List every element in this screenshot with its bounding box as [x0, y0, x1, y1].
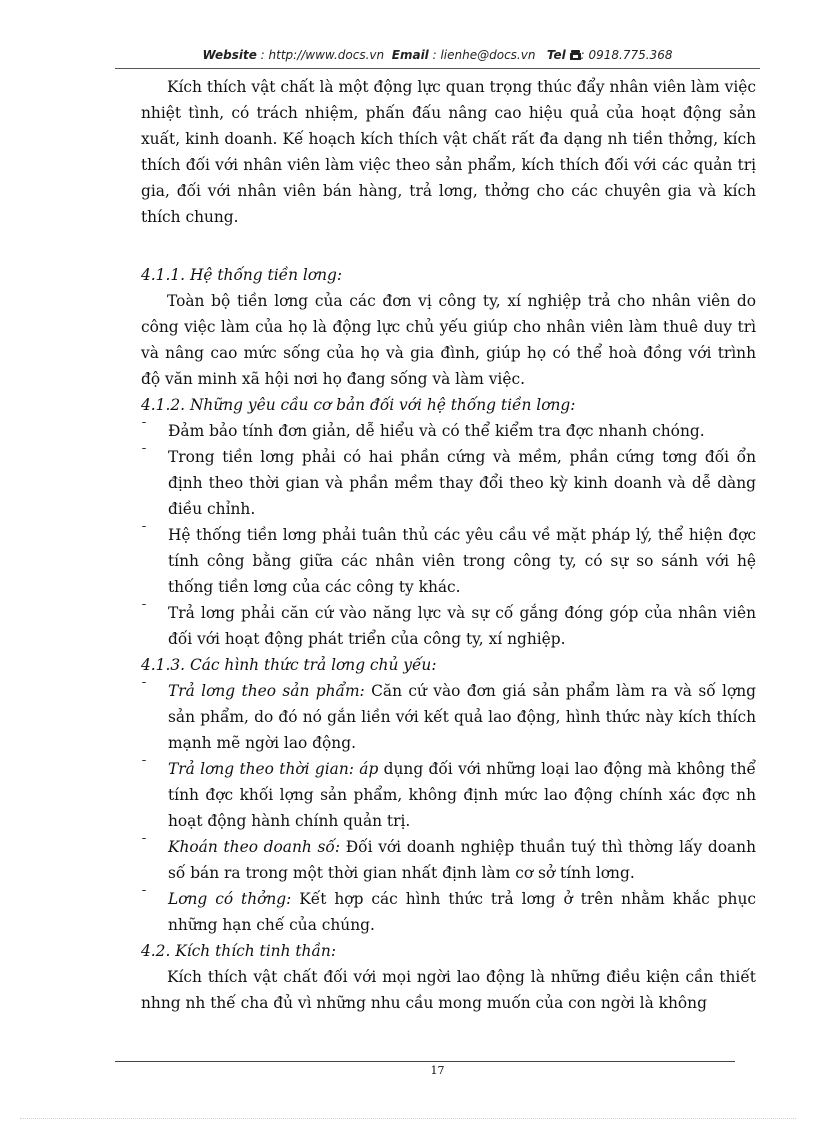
list-item [141, 444, 756, 522]
list-item [141, 418, 756, 444]
list-item-text: Căn cứ vào đơn giá sản phẩm làm ra và số lợng sản phẩm, do đó nó gắn liền với kết quả lao động, hình thức này kích thích mạnh mẽ ngời lao động. [168, 682, 756, 752]
intro-paragraph: Kích thích vật chất là một động lực quan trọng thúc đẩy nhân viên làm việc nhiệt tình, có trách nhiệm, phấn đấu nâng cao hiệu quả của hoạt động sản xuất, kinh doanh. Kế hoạch kích thích vật chất rất đa dạng nh tiền thởng, kích thích đối với nhân viên làm việc theo sản phẩm, kích thích đối với các quản trị gia, đối với nhân viên bán hàng, trả lơng, thởng cho các chuyên gia và kích thích chung. [141, 78, 756, 226]
email-label: Email [391, 48, 429, 62]
dash-bullet-icon: ˉ [141, 888, 147, 902]
dash-bullet-icon: ˉ [141, 758, 147, 772]
list-item-text: Hệ thống tiền lơng phải tuân thủ các yêu cầu về mặt pháp lý, thể hiện đợc tính công bằng giữa các nhân viên trong công ty, có sự so sánh với hệ thống tiền lơng của các công ty khác. [168, 526, 756, 596]
phone-icon [570, 48, 581, 62]
requirements-list [141, 418, 756, 652]
page-header [115, 48, 760, 62]
document-body [141, 74, 756, 1016]
dash-bullet-icon: ˉ [141, 836, 147, 850]
list-item [141, 886, 756, 938]
list-item-text: Trả lơng phải căn cứ vào năng lực và sự cố gắng đóng góp của nhân viên đối với hoạt động phát triển của công ty, xí nghiệp. [168, 604, 756, 648]
list-item-term: Lơng có thởng: [168, 890, 292, 908]
list-item-term: Trả lơng theo sản phẩm: [168, 682, 365, 700]
section-4-1-2-heading: 4.1.2. Những yêu cầu cơ bản đối với hệ thống tiền lơng: [141, 396, 576, 414]
header-divider [115, 68, 760, 69]
list-item-term: Trả lơng theo thời gian: áp [168, 760, 379, 778]
pay-forms-list [141, 678, 756, 938]
list-item [141, 678, 756, 756]
list-item-text: dụng đối với những loại lao động mà không thể tính đợc khối lợng sản phẩm, không định mức lao động chính xác đợc nh hoạt động hành chính quản trị. [168, 760, 756, 830]
section-4-2-paragraph: Kích thích vật chất đối với mọi ngời lao động là những điều kiện cần thiết nhng nh thế cha đủ vì những nhu cầu mong muốn của con ngời là không [141, 968, 756, 1012]
dash-bullet-icon: ˉ [141, 680, 147, 694]
page-number: 17 [430, 1064, 445, 1077]
section-4-1-1-paragraph: Toàn bộ tiền lơng của các đơn vị công ty, xí nghiệp trả cho nhân viên do công việc làm của họ là động lực chủ yếu giúp cho nhân viên làm thuê duy trì và nâng cao mức sống của họ và gia đình, giúp họ có thể hoà đồng với trình độ văn minh xã hội nơi họ đang sống và làm việc. [141, 292, 756, 388]
website-label: Website [202, 48, 257, 62]
list-item [141, 600, 756, 652]
section-4-1-1-heading: 4.1.1. Hệ thống tiền lơng: [141, 266, 343, 284]
section-4-2-heading: 4.2. Kích thích tinh thần: [141, 942, 336, 960]
list-item-text: Đảm bảo tính đơn giản, dễ hiểu và có thể kiểm tra đợc nhanh chóng. [168, 422, 705, 440]
tel-label: Tel [546, 48, 566, 62]
list-item [141, 756, 756, 834]
email-value: : lienhe@docs.vn [428, 48, 536, 62]
dash-bullet-icon: ˉ [141, 602, 147, 616]
website-value: : http://www.docs.vn [256, 48, 385, 62]
list-item-term: Khoán theo doanh số: [168, 838, 341, 856]
footer-divider [115, 1061, 735, 1062]
dash-bullet-icon: ˉ [141, 420, 147, 434]
dash-bullet-icon: ˉ [141, 524, 147, 538]
list-item [141, 522, 756, 600]
list-item-text: Trong tiền lơng phải có hai phần cứng và mềm, phần cứng tơng đối ổn định theo thời gian và phần mềm thay đổi theo kỳ kinh doanh và dễ dàng điều chỉnh. [168, 448, 756, 518]
tel-value: : 0918.775.368 [580, 48, 673, 62]
list-item [141, 834, 756, 886]
list-item-text: Đối với doanh nghiệp thuần tuý thì thờng lấy doanh số bán ra trong một thời gian nhất định làm cơ sở tính lơng. [168, 838, 756, 882]
page-bottom-border [20, 1118, 796, 1119]
dash-bullet-icon: ˉ [141, 446, 147, 460]
list-item-text: Kết hợp các hình thức trả lơng ở trên nhằm khắc phục những hạn chế của chúng. [168, 890, 757, 934]
section-4-1-3-heading: 4.1.3. Các hình thức trả lơng chủ yếu: [141, 656, 437, 674]
